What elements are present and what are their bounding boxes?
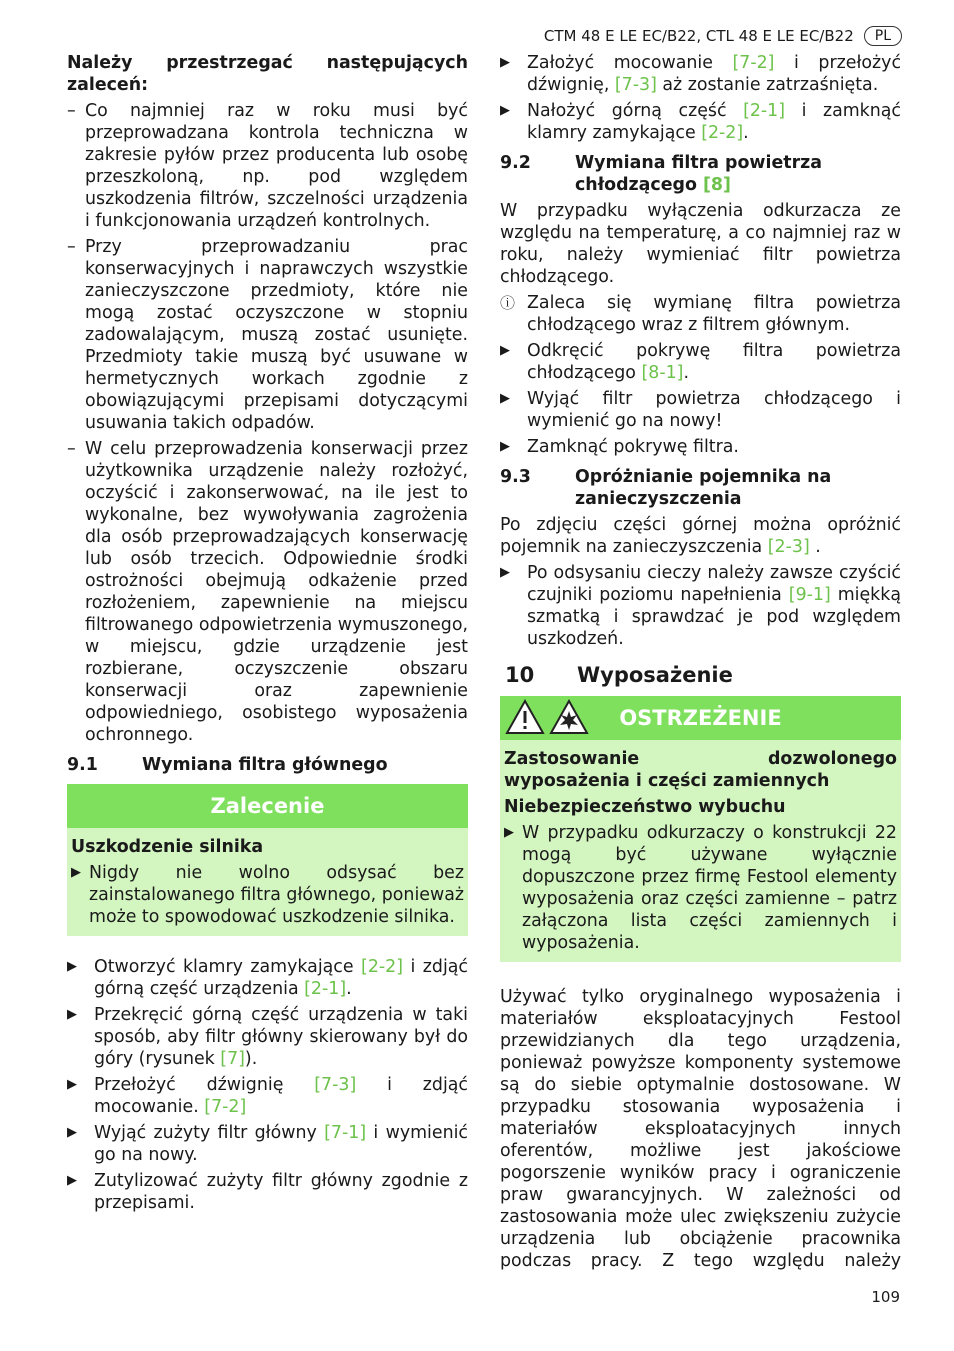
paragraph: Po zdjęciu części górnej można opróżnić pojemnik na zanieczyszczenia [2-3] . — [500, 515, 901, 557]
list-item: – Przy przeprowadzaniu prac konserwacyjnych i naprawczych wszystkie zanieczyszczone przedmioty, które nie mogą zostać oczyszczone w stopniu zadowalającym, muszą zostać usunięte. Przedmioty takie muszą być usuwane w hermetycznych workach zgodnie z obowiązującymi przepisami dotyczącymi usuwania takich odpadów. — [67, 237, 468, 433]
warning-item: ▶ W przypadku odkurzaczy o konstrukcji 22 mogą być używane wyłącznie dopuszczone przez firmę Festool elementy wyposażenia oraz części zamienne – patrz załączona lista części zamiennych i wyposażenia. — [504, 823, 897, 953]
list-item: ▶ Nałożyć górną część [2-1] i zamknąć klamry zamykające [2-2]. — [500, 101, 901, 143]
page-number: 109 — [871, 1288, 900, 1306]
section-10-heading: 10 Wyposażenie — [505, 663, 733, 687]
list-item: ▶ Zutylizować zużyty filtr główny zgodnie z przepisami. — [67, 1171, 468, 1213]
warning-box — [500, 696, 901, 962]
section-9-3-heading: 9.3 Opróżnianie pojemnika na zanieczyszczenia — [500, 467, 832, 509]
notice-box — [67, 784, 468, 936]
intro-heading: Należy przestrzegać następujących zaleceń: — [67, 53, 468, 95]
list-item: ▶ Przekręcić górną część urządzenia w taki sposób, aby filtr główny skierowany był do góry (rysunek [7]). — [67, 1005, 468, 1069]
triangle-right-icon: ▶ — [67, 1007, 77, 1022]
list-item: – Co najmniej raz w roku musi być przeprowadzana kontrola techniczna w zakresie pyłów przez producenta lub osobę przeszkoloną, np. pod względem uszkodzenia filtrów, szczelności urządzenia i funkcjonowania urządzeń kontrolnych. — [67, 101, 468, 231]
triangle-right-icon: ▶ — [500, 55, 510, 70]
triangle-right-icon: ▶ — [67, 1173, 77, 1188]
warning-hazard: Niebezpieczeństwo wybuchu — [504, 797, 786, 817]
model-label: CTM 48 E LE EC/B22, CTL 48 E LE EC/B22 — [543, 27, 854, 45]
triangle-right-icon: ▶ — [504, 825, 514, 840]
triangle-right-icon: ▶ — [67, 959, 77, 974]
triangle-right-icon: ▶ — [500, 391, 510, 406]
warning-title: OSTRZEŻENIE — [619, 706, 782, 730]
section-9-2-heading: 9.2 Wymiana filtra powietrza chłodzącego [8] — [500, 153, 823, 195]
list-item: ▶ Odkręcić pokrywę filtra powietrza chłodzącego [8-1]. — [500, 341, 901, 383]
explosion-icon — [549, 699, 589, 735]
page-header — [544, 25, 902, 47]
notice-subtitle: Uszkodzenie silnika — [71, 837, 264, 857]
list-item: ▶ Zamknąć pokrywę filtra. — [500, 437, 739, 457]
paragraph: W przypadku wyłączenia odkurzacza ze względu na temperaturę, a co najmniej raz w roku, należy wymieniać filtr powietrza chłodzącego. — [500, 201, 901, 287]
triangle-right-icon: ▶ — [500, 565, 510, 580]
list-item: ▶ Założyć mocowanie [7-2] i przełożyć dźwignię, [7-3] aż zostanie zatrzaśnięta. — [500, 53, 902, 95]
list-item: ▶ Otworzyć klamry zamykające [2-2] i zdjąć górną część urządzenia [2-1]. — [67, 957, 468, 999]
left-column — [67, 52, 468, 1218]
list-item: ▶ Wyjąć zużyty filtr główny [7-1] i wymienić go na nowy. — [67, 1123, 468, 1165]
notice-item: ▶ Nigdy nie wolno odsysać bez zainstalowanego filtra głównego, ponieważ może to spowodować uszkodzenie silnika. — [71, 863, 464, 927]
notice-title: Zalecenie — [67, 784, 468, 828]
warning-subtitle: Zastosowanie dozwolonego wyposażenia i części zamiennych — [504, 749, 897, 791]
paragraph: Używać tylko oryginalnego wyposażenia i materiałów eksploatacyjnych Festool przewidzianych dla tego urządzenia, ponieważ powyższe komponenty systemowe są do siebie optymalnie dostosowane. W przypadku stosowania wyposażenia i materiałów eksploatacyjnych innych oferentów, możliwe jest jakościowe pogorszenie wyników pracy i ograniczenie praw gwarancyjnych. W zależności od zastosowania może ulec zwiększeniu zużycie urządzenia lub obciążenie pracownika podczas pracy. Z tego względu należy — [500, 987, 901, 1271]
info-icon: ⓘ — [500, 294, 516, 312]
triangle-right-icon: ▶ — [500, 103, 510, 118]
triangle-right-icon: ▶ — [67, 1125, 77, 1140]
triangle-right-icon: ▶ — [71, 865, 81, 880]
list-item: ▶ Przełożyć dźwignię [7-3] i zdjąć mocowanie. [7-2] — [67, 1075, 468, 1117]
warning-triangle-icon — [505, 699, 545, 735]
triangle-right-icon: ▶ — [500, 439, 510, 454]
warning-header — [500, 696, 901, 740]
triangle-right-icon: ▶ — [67, 1077, 77, 1092]
right-column — [500, 52, 901, 1272]
list-item: ▶ Po odsysaniu cieczy należy zawsze czyścić czujniki poziomu napełnienia [9-1] miękką szmatką i sprawdzać je pod względem uszkodzeń. — [500, 563, 901, 649]
info-note: ⓘ Zaleca się wymianę filtra powietrza chłodzącego wraz z filtrem głównym. — [500, 293, 901, 335]
triangle-right-icon: ▶ — [500, 343, 510, 358]
language-badge: PL — [864, 26, 902, 46]
list-item: – W celu przeprowadzenia konserwacji przez użytkownika urządzenie należy rozłożyć, oczyścić i zakonserwować, na ile jest to wykonalne, bez wywoływania zagrożenia dla osób przeprowadzających konserwację lub osób trzecich. Odpowiednie środki ostrożności obejmują odkażenie przed rozłożeniem, zapewnienie na miejscu filtrowanego odpowietrzenia wymuszonego, w miejscu, gdzie urządzenie jest rozbierane, oczyszczenie obszaru konserwacji oraz zapewnienie odpowiedniego, osobistego wyposażenia ochronnego. — [67, 439, 469, 745]
list-item: ▶ Wyjąć filtr powietrza chłodzącego i wymienić go na nowy! — [500, 389, 901, 431]
section-9-1-heading: 9.1 Wymiana filtra głównego — [67, 755, 388, 775]
